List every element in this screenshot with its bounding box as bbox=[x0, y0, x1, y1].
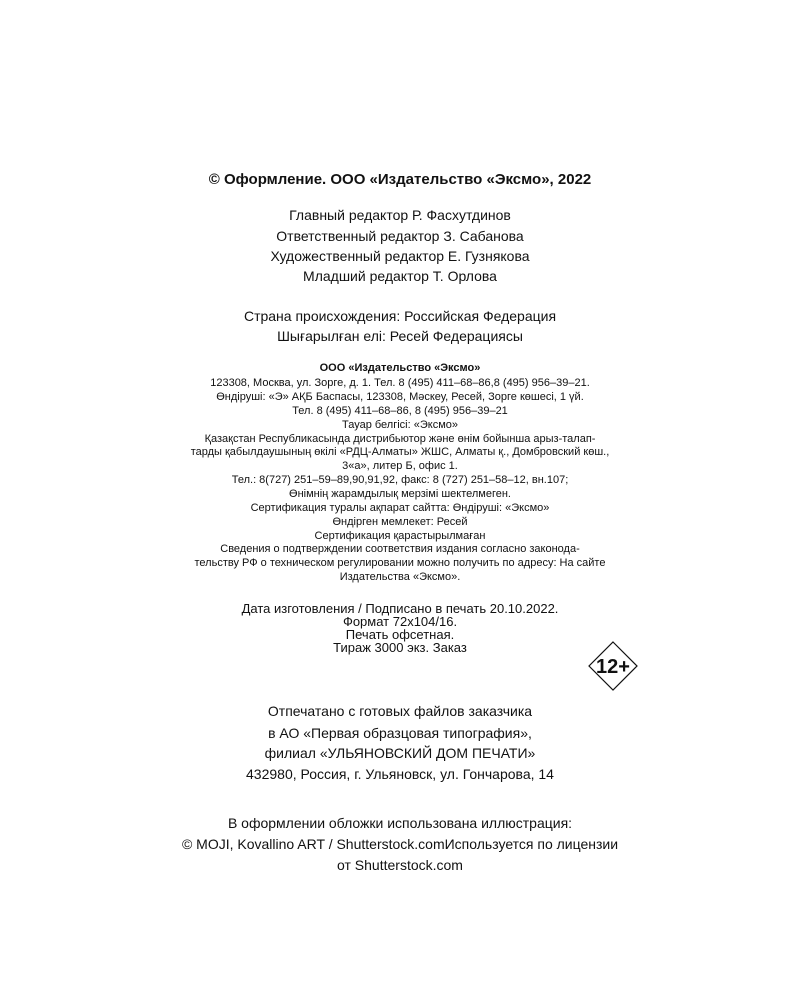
publisher-name: ООО «Издательство «Эксмо» bbox=[319, 362, 481, 374]
printer-line: в АО «Первая образцовая типография», bbox=[268, 725, 532, 741]
publisher-line: Сертификация туралы ақпарат сайтта: Өндіруші: «Эксмо» bbox=[250, 502, 550, 514]
publisher-line: Издательства «Эксмо». bbox=[339, 571, 461, 583]
cover-credit-line: © MOJI, Kovallino ART / Shutterstock.comИспользуется по лицензии bbox=[181, 836, 619, 852]
print-info-line: Дата изготовления / Подписано в печать 20.10.2022. bbox=[241, 601, 559, 616]
print-info-line: Печать офсетная. bbox=[345, 627, 455, 642]
publisher-line: Тауар белгісі: «Эксмо» bbox=[341, 419, 458, 431]
publisher-line: Өндіруші: «Э» АҚБ Баспасы, 123308, Мәскеу, Ресей, Зорге көшесі, 1 үй. bbox=[216, 391, 584, 403]
publisher-line: тарды қабылдаушының өкілі «РДЦ-Алматы» ЖШС, Алматы қ., Домбровский көш., bbox=[190, 446, 610, 458]
publisher-line: Қазақстан Республикасында дистрибьютор және өнім бойынша арыз-талап- bbox=[204, 433, 596, 445]
printer-line: 432980, Россия, г. Ульяновск, ул. Гончарова, 14 bbox=[246, 766, 554, 782]
printer-line: Отпечатано с готовых файлов заказчика bbox=[267, 703, 533, 719]
publisher-line: Сертификация қарастырылмаған bbox=[314, 530, 486, 542]
origin-line: Шығарылған елі: Ресей Федерациясы bbox=[277, 328, 523, 344]
age-rating-diamond bbox=[587, 640, 639, 692]
age-rating-text: 12+ bbox=[596, 656, 630, 678]
cover-credit-line: от Shutterstock.com bbox=[337, 857, 463, 873]
publisher-line: Сведения о подтверждении соответствия издания согласно законода- bbox=[220, 543, 580, 555]
editor-line: Главный редактор Р. Фасхутдинов bbox=[289, 207, 511, 223]
printer-line: филиал «УЛЬЯНОВСКИЙ ДОМ ПЕЧАТИ» bbox=[264, 745, 536, 761]
publisher-line: Өндірген мемлекет: Ресей bbox=[332, 516, 468, 528]
editor-line: Младший редактор Т. Орлова bbox=[303, 268, 497, 284]
publisher-line: 3«а», литер Б, офис 1. bbox=[342, 460, 458, 472]
publisher-line: Тел.: 8(727) 251–59–89,90,91,92, факс: 8 (727) 251–58–12, вн.107; bbox=[231, 474, 569, 486]
publisher-line: Тел. 8 (495) 411–68–86, 8 (495) 956–39–21 bbox=[292, 405, 508, 417]
age-rating-badge bbox=[587, 640, 639, 692]
print-info-line: Тираж 3000 экз. Заказ bbox=[333, 640, 467, 655]
publisher-line: Өнімнің жарамдылық мерзімі шектелмеген. bbox=[289, 488, 511, 500]
origin-line: Страна происхождения: Российская Федерация bbox=[243, 308, 557, 324]
editor-line: Художественный редактор Е. Гузнякова bbox=[270, 248, 530, 264]
publisher-line: тельству РФ о техническом регулировании можно получить по адресу: На сайте bbox=[194, 557, 606, 569]
cover-credit-line: В оформлении обложки использована иллюстрация: bbox=[227, 815, 573, 831]
editor-line: Ответственный редактор З. Сабанова bbox=[276, 228, 524, 244]
publisher-line: 123308, Москва, ул. Зорге, д. 1. Тел. 8 (495) 411–68–86,8 (495) 956–39–21. bbox=[210, 377, 590, 389]
copyright-line: © Оформление. ООО «Издательство «Эксмо», 2022 bbox=[208, 171, 592, 188]
print-info-line: Формат 72x104/16. bbox=[342, 614, 458, 629]
